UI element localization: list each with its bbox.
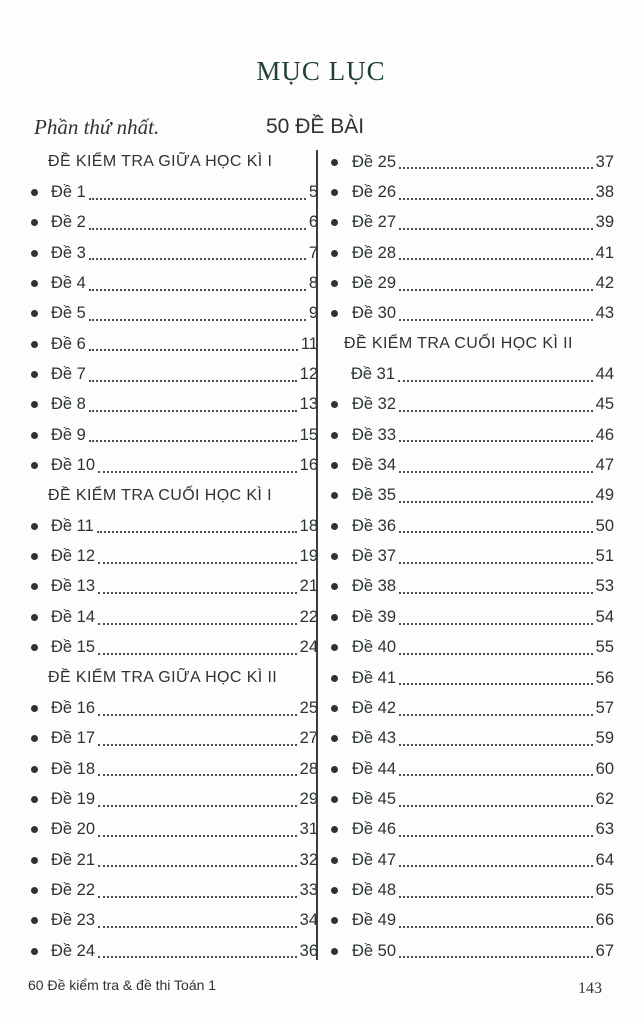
entry-page-number: 8	[308, 274, 318, 293]
entry-page-number: 46	[595, 425, 614, 444]
dot-leader	[98, 895, 297, 898]
entry-page-number: 44	[595, 365, 614, 384]
bullet-icon	[31, 401, 38, 408]
entry-page-number: 56	[595, 668, 614, 687]
bullet-icon	[31, 432, 38, 439]
dot-leader	[399, 743, 593, 746]
toc-entry	[28, 329, 318, 359]
toc-entry	[328, 390, 614, 420]
bullet-icon	[31, 614, 38, 621]
toc-entry	[328, 359, 614, 389]
entry-label: Đề 6	[51, 334, 86, 353]
entry-page-number: 53	[595, 577, 614, 596]
entry-page-number: 67	[595, 941, 614, 960]
dot-leader	[399, 652, 593, 655]
dot-leader	[399, 227, 593, 230]
bullet-icon	[31, 917, 38, 924]
toc-entry	[328, 724, 614, 754]
dot-leader	[98, 561, 297, 564]
entry-label: Đề 33	[352, 425, 397, 444]
entry-label: Đề 42	[352, 698, 397, 717]
entry-page-number: 19	[299, 547, 318, 566]
entry-page-number: 62	[595, 789, 614, 808]
toc-entry	[28, 875, 318, 905]
entry-page-number: 12	[299, 365, 318, 384]
entry-page-number: 25	[299, 698, 318, 717]
entry-page-number: 5	[308, 183, 318, 202]
entry-page-number: 18	[299, 516, 318, 535]
toc-entry	[328, 268, 614, 298]
bullet-icon	[31, 189, 38, 196]
bullet-icon	[31, 796, 38, 803]
entry-label: Đề 20	[51, 820, 96, 839]
entry-label: Đề 38	[352, 577, 397, 596]
bullet-icon	[31, 857, 38, 864]
dot-leader	[98, 864, 297, 867]
toc-entry	[28, 208, 318, 238]
part-header	[34, 115, 614, 145]
entry-page-number: 36	[299, 941, 318, 960]
entry-page-number: 6	[308, 213, 318, 232]
dot-leader	[98, 713, 297, 716]
toc-entry	[28, 724, 318, 754]
entry-label: Đề 7	[51, 365, 86, 384]
toc-entry	[328, 147, 614, 177]
toc-entry	[328, 754, 614, 784]
bullet-icon	[31, 310, 38, 317]
bullet-icon	[331, 887, 338, 894]
bullet-icon	[31, 250, 38, 257]
toc-entry	[28, 906, 318, 936]
entry-page-number: 47	[595, 456, 614, 475]
footer-book-title: 60 Đề kiểm tra & đề thi Toán 1	[28, 977, 217, 993]
dot-leader	[399, 864, 593, 867]
toc-entry	[328, 481, 614, 511]
bullet-icon	[31, 280, 38, 287]
bullet-icon	[31, 462, 38, 469]
entry-label: Đề 24	[51, 941, 96, 960]
toc-entry	[28, 541, 318, 571]
entry-page-number: 24	[299, 638, 318, 657]
bullet-icon	[31, 826, 38, 833]
entry-label: Đề 12	[51, 547, 96, 566]
bullet-icon	[31, 523, 38, 530]
dot-leader	[98, 652, 297, 655]
entry-page-number: 33	[299, 880, 318, 899]
entry-page-number: 16	[299, 456, 318, 475]
entry-label: Đề 4	[51, 274, 86, 293]
toc-entry	[328, 511, 614, 541]
toc-entry	[28, 602, 318, 632]
entry-label: Đề 36	[352, 516, 397, 535]
bullet-icon	[31, 766, 38, 773]
dot-leader	[399, 591, 593, 594]
entry-label: Đề 47	[352, 850, 397, 869]
toc-entry	[28, 754, 318, 784]
entry-label: Đề 19	[51, 789, 96, 808]
bullet-icon	[331, 917, 338, 924]
toc-entry	[328, 875, 614, 905]
bullet-icon	[31, 553, 38, 560]
dot-leader	[399, 530, 593, 533]
toc-entry	[328, 663, 614, 693]
entry-label: Đề 25	[352, 152, 397, 171]
entry-label: Đề 11	[51, 516, 94, 535]
toc-entry	[28, 238, 318, 268]
entry-page-number: 27	[299, 729, 318, 748]
toc-entry	[28, 359, 318, 389]
bullet-icon	[331, 523, 338, 530]
entry-page-number: 66	[595, 911, 614, 930]
entry-page-number: 41	[595, 243, 614, 262]
entry-page-number: 43	[595, 304, 614, 323]
entry-label: Đề 45	[352, 789, 397, 808]
dot-leader	[98, 622, 297, 625]
entry-label: Đề 31	[351, 365, 396, 384]
dot-leader	[89, 409, 297, 412]
entry-page-number: 22	[299, 607, 318, 626]
dot-leader	[98, 470, 297, 473]
bullet-icon	[331, 401, 338, 408]
dot-leader	[399, 439, 593, 442]
toc-entry	[328, 693, 614, 723]
dot-leader	[89, 197, 306, 200]
entry-label: Đề 30	[352, 304, 397, 323]
toc-entry	[328, 602, 614, 632]
toc-entry	[28, 845, 318, 875]
dot-leader	[399, 288, 593, 291]
dot-leader	[98, 955, 297, 958]
bullet-icon	[331, 250, 338, 257]
toc-entry	[328, 936, 614, 966]
dot-leader	[399, 713, 593, 716]
dot-leader	[98, 925, 297, 928]
entry-label: Đề 50	[352, 941, 397, 960]
entry-label: Đề 27	[352, 213, 397, 232]
bullet-icon	[331, 948, 338, 955]
toc-right-column	[328, 147, 614, 966]
entry-label: Đề 39	[352, 607, 397, 626]
toc-entry	[28, 784, 318, 814]
toc-entry	[328, 633, 614, 663]
entry-label: Đề 48	[352, 880, 397, 899]
dot-leader	[89, 379, 297, 382]
entry-label: Đề 32	[352, 395, 397, 414]
entry-page-number: 59	[595, 729, 614, 748]
bullet-icon	[31, 341, 38, 348]
part-title: 50 ĐỀ BÀI	[266, 115, 365, 138]
dot-leader	[399, 895, 593, 898]
entry-page-number: 13	[299, 395, 318, 414]
toc-entry	[328, 541, 614, 571]
bullet-icon	[331, 826, 338, 833]
dot-leader	[399, 197, 593, 200]
toc-entry	[28, 572, 318, 602]
toc-entry	[28, 299, 318, 329]
bullet-icon	[31, 705, 38, 712]
bullet-icon	[331, 492, 338, 499]
dot-leader	[89, 257, 306, 260]
bullet-icon	[331, 280, 338, 287]
dot-leader	[399, 561, 593, 564]
section-heading: ĐỀ KIỂM TRA CUỐI HỌC KÌ I	[48, 486, 272, 504]
entry-label: Đề 46	[352, 820, 397, 839]
entry-label: Đề 16	[51, 698, 96, 717]
toc-entry	[28, 177, 318, 207]
dot-leader	[399, 318, 593, 321]
entry-page-number: 63	[595, 820, 614, 839]
entry-label: Đề 15	[51, 638, 96, 657]
bullet-icon	[31, 644, 38, 651]
entry-page-number: 42	[595, 274, 614, 293]
dot-leader	[98, 591, 297, 594]
bullet-icon	[31, 887, 38, 894]
bullet-icon	[331, 310, 338, 317]
entry-label: Đề 8	[51, 395, 86, 414]
entry-page-number: 11	[300, 334, 318, 353]
entry-page-number: 49	[595, 486, 614, 505]
entry-page-number: 64	[595, 850, 614, 869]
entry-page-number: 32	[299, 850, 318, 869]
entry-page-number: 34	[299, 911, 318, 930]
footer-page-number: 143	[578, 980, 602, 997]
entry-label: Đề 35	[352, 486, 397, 505]
dot-leader	[399, 166, 593, 169]
dot-leader	[98, 834, 297, 837]
bullet-icon	[331, 189, 338, 196]
toc-entry	[28, 420, 318, 450]
entry-label: Đề 9	[51, 425, 86, 444]
entry-label: Đề 10	[51, 456, 96, 475]
toc-entry	[328, 208, 614, 238]
toc-left-column	[28, 147, 318, 966]
section-heading: ĐỀ KIỂM TRA GIỮA HỌC KÌ II	[48, 669, 278, 687]
entry-label: Đề 44	[352, 759, 397, 778]
entry-page-number: 7	[308, 243, 318, 262]
bullet-icon	[31, 371, 38, 378]
entry-page-number: 50	[595, 516, 614, 535]
entry-label: Đề 2	[51, 213, 86, 232]
entry-page-number: 55	[595, 638, 614, 657]
entry-label: Đề 26	[352, 183, 397, 202]
entry-label: Đề 29	[352, 274, 397, 293]
toc-entry	[328, 784, 614, 814]
entry-page-number: 39	[595, 213, 614, 232]
entry-label: Đề 18	[51, 759, 96, 778]
dot-leader	[98, 804, 297, 807]
toc-entry	[28, 268, 318, 298]
entry-label: Đề 23	[51, 911, 96, 930]
entry-label: Đề 14	[51, 607, 96, 626]
entry-label: Đề 28	[352, 243, 397, 262]
entry-label: Đề 17	[51, 729, 96, 748]
toc-entry	[328, 420, 614, 450]
dot-leader	[89, 348, 298, 351]
entry-label: Đề 43	[352, 729, 397, 748]
entry-page-number: 21	[299, 577, 318, 596]
entry-label: Đề 22	[51, 880, 96, 899]
entry-label: Đề 34	[352, 456, 397, 475]
part-label: Phần thứ nhất.	[34, 115, 160, 139]
entry-page-number: 65	[595, 880, 614, 899]
toc-entry	[28, 815, 318, 845]
dot-leader	[399, 804, 593, 807]
bullet-icon	[331, 735, 338, 742]
bullet-icon	[31, 219, 38, 226]
entry-label: Đề 37	[352, 547, 397, 566]
toc-entry	[28, 450, 318, 480]
dot-leader	[399, 925, 593, 928]
dot-leader	[399, 773, 593, 776]
bullet-icon	[31, 948, 38, 955]
toc-entry	[328, 177, 614, 207]
toc-entry	[28, 390, 318, 420]
entry-label: Đề 41	[352, 668, 397, 687]
entry-label: Đề 40	[352, 638, 397, 657]
bullet-icon	[331, 796, 338, 803]
entry-page-number: 9	[308, 304, 318, 323]
entry-page-number: 45	[595, 395, 614, 414]
bullet-icon	[331, 583, 338, 590]
toc-entry	[328, 845, 614, 875]
entry-page-number: 31	[299, 820, 318, 839]
bullet-icon	[331, 614, 338, 621]
toc-entry	[28, 511, 318, 541]
entry-label: Đề 13	[51, 577, 96, 596]
dot-leader	[399, 470, 593, 473]
bullet-icon	[331, 219, 338, 226]
entry-page-number: 15	[299, 425, 318, 444]
entry-page-number: 51	[595, 547, 614, 566]
dot-leader	[97, 530, 297, 533]
dot-leader	[89, 439, 297, 442]
bullet-icon	[331, 432, 338, 439]
entry-page-number: 60	[595, 759, 614, 778]
toc-entry	[328, 815, 614, 845]
bullet-icon	[331, 159, 338, 166]
entry-label: Đề 5	[51, 304, 86, 323]
entry-label: Đề 1	[51, 183, 86, 202]
toc-entry	[328, 238, 614, 268]
dot-leader	[89, 318, 306, 321]
bullet-icon	[331, 553, 338, 560]
toc-entry	[328, 906, 614, 936]
dot-leader	[399, 257, 593, 260]
dot-leader	[89, 227, 306, 230]
toc-entry	[28, 693, 318, 723]
bullet-icon	[331, 705, 338, 712]
dot-leader	[399, 500, 593, 503]
entry-page-number: 57	[595, 698, 614, 717]
dot-leader	[399, 682, 593, 685]
dot-leader	[89, 288, 306, 291]
toc-entry	[28, 633, 318, 663]
toc-entry	[328, 450, 614, 480]
page-title: MỤC LỤC	[256, 56, 386, 86]
toc-entry	[28, 936, 318, 966]
toc-entry	[328, 572, 614, 602]
entry-label: Đề 49	[352, 911, 397, 930]
dot-leader	[399, 622, 593, 625]
entry-page-number: 29	[299, 789, 318, 808]
dot-leader	[98, 743, 297, 746]
dot-leader	[98, 773, 297, 776]
dot-leader	[399, 409, 593, 412]
entry-page-number: 28	[299, 759, 318, 778]
bullet-icon	[331, 857, 338, 864]
section-heading: ĐỀ KIỂM TRA GIỮA HỌC KÌ I	[48, 153, 273, 171]
bullet-icon	[331, 675, 338, 682]
entry-label: Đề 3	[51, 243, 86, 262]
toc-entry	[328, 299, 614, 329]
bullet-icon	[331, 766, 338, 773]
bullet-icon	[331, 462, 338, 469]
bullet-icon	[331, 644, 338, 651]
section-heading: ĐỀ KIỂM TRA CUỐI HỌC KÌ II	[344, 335, 573, 353]
entry-page-number: 54	[595, 607, 614, 626]
entry-label: Đề 21	[51, 850, 96, 869]
bullet-icon	[31, 735, 38, 742]
bullet-icon	[31, 583, 38, 590]
dot-leader	[398, 379, 593, 382]
dot-leader	[399, 955, 593, 958]
entry-page-number: 38	[595, 183, 614, 202]
entry-page-number: 37	[595, 152, 614, 171]
dot-leader	[399, 834, 593, 837]
